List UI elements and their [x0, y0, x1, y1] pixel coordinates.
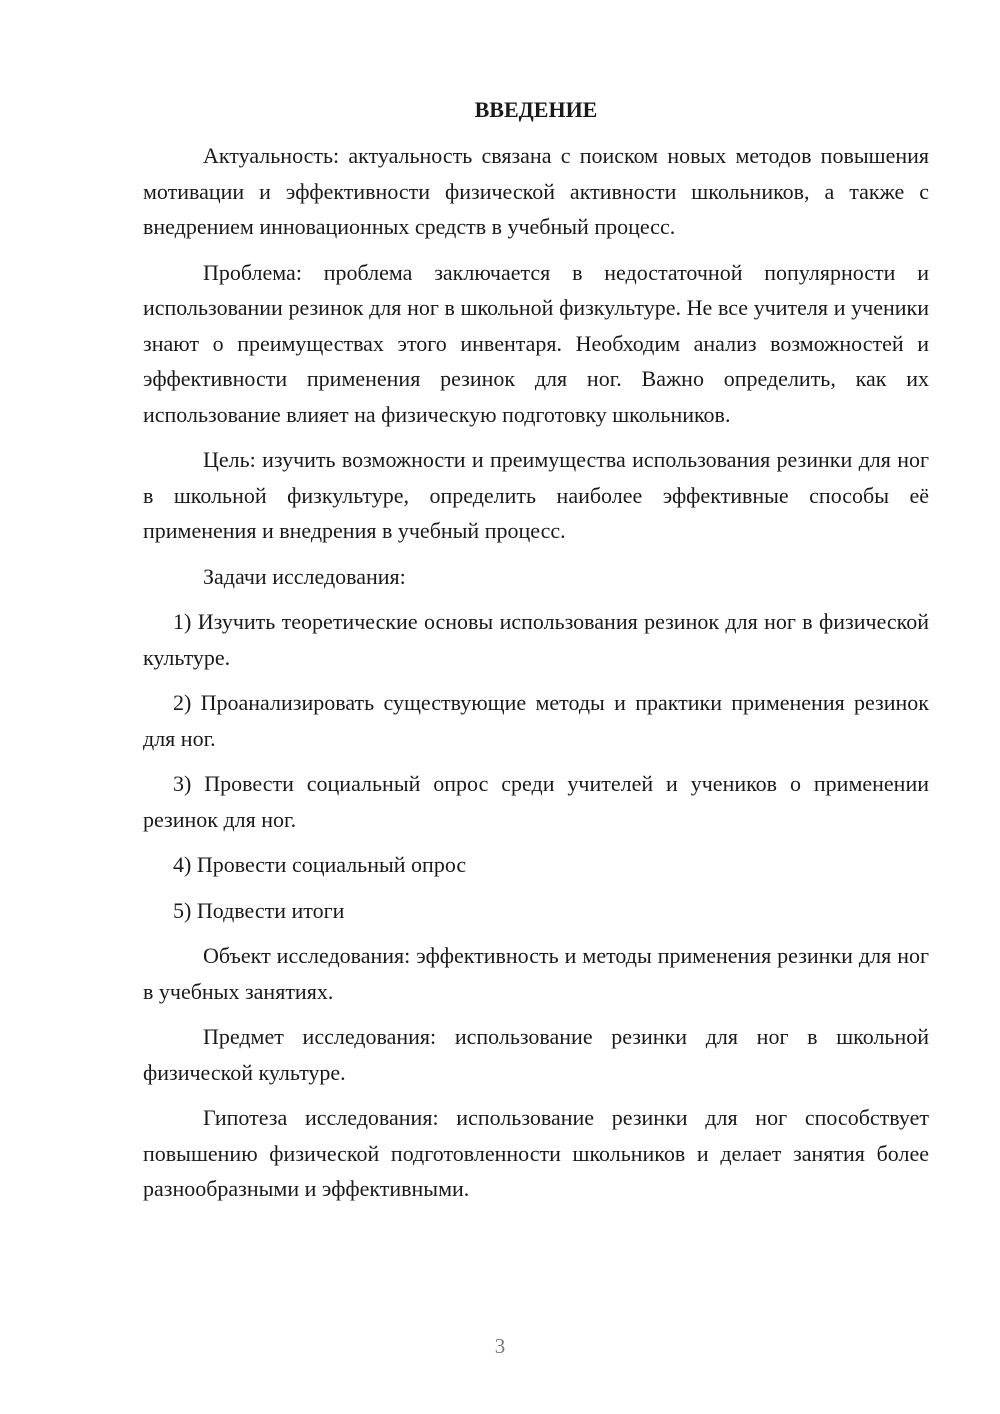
subject-paragraph: Предмет исследования: использование резинки для ног в школьной физической культуре. [143, 1024, 929, 1085]
task-item-5: 5) Подвести итоги [173, 897, 345, 923]
hypothesis-paragraph: Гипотеза исследования: использование резинки для ног способствует повышению физической подготовленности школьников и делает занятия более разнообразными и эффективными. [143, 1105, 929, 1201]
task-item-2: 2) Проанализировать существующие методы и практики применения резинок для ног. [143, 690, 929, 751]
document-page [143, 92, 929, 1217]
problem-paragraph: Проблема: проблема заключается в недостаточной популярности и использовании резинок для ног в школьной физкультуре. Не все учителя и ученики знают о преимуществах этого инвентаря. Необходим анализ возможностей и эффективности применения резинок для ног. Важно определить, как их использование влияет на физическую подготовку школьников. [143, 259, 929, 427]
relevance-paragraph: Актуальность: актуальность связана с поиском новых методов повышения мотивации и эффективности физической активности школьников, а также с внедрением инновационных средств в учебный процесс. [143, 143, 929, 239]
task-item-1: 1) Изучить теоретические основы использования резинок для ног в физической культуре. [143, 609, 929, 670]
task-item-4: 4) Провести социальный опрос [173, 852, 467, 877]
goal-paragraph: Цель: изучить возможности и преимущества использования резинки для ног в школьной физкультуре, определить наиболее эффективные способы её применения и внедрения в учебный процесс. [143, 447, 929, 543]
page-number: 3 [494, 1334, 506, 1358]
object-paragraph: Объект исследования: эффективность и методы применения резинки для ног в учебных занятиях. [143, 943, 929, 1004]
task-item-3: 3) Провести социальный опрос среди учителей и учеников о применении резинок для ног. [143, 771, 929, 832]
tasks-heading: Задачи исследования: [203, 563, 406, 589]
section-title: ВВЕДЕНИЕ [474, 97, 598, 122]
